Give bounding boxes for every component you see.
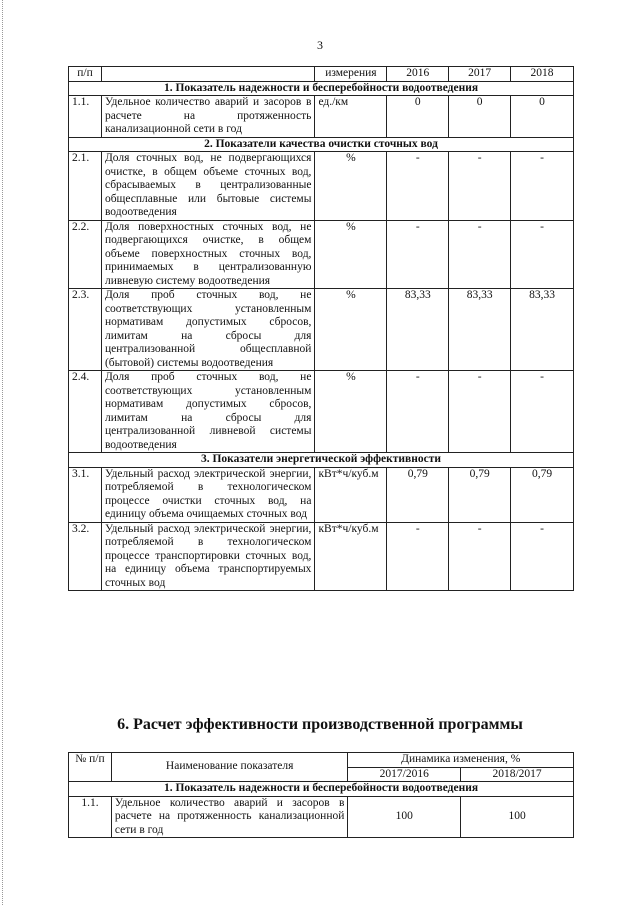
header-period-2: 2018/2017: [461, 767, 574, 782]
table-row: [69, 96, 574, 138]
row-name: Доля поверхностных сточных вод, не подвергающихся очистке, в общем объеме поверхностных сточных вод, принимаемых в централизованную ливневую систему водоотведения: [101, 220, 314, 289]
row-name: Удельное количество аварий и засоров в расчете на протяженность канализационной сети в год: [101, 96, 314, 138]
row-value-2017: -: [449, 522, 511, 591]
row-value-2016: -: [387, 220, 449, 289]
row-name: Удельный расход электрической энергии, потребляемой в технологическом процессе транспортировки сточных вод, на единицу объема транспортируемых сточных вод: [101, 522, 314, 591]
header-year-2016: 2016: [387, 67, 449, 82]
row-unit: %: [315, 289, 387, 371]
table-row: [69, 289, 574, 371]
row-num: 2.2.: [69, 220, 102, 289]
row-name: Удельное количество аварий и засоров в расчете на протяженность канализационной сети в год: [111, 796, 347, 838]
row-value-2016: 0,79: [387, 467, 449, 522]
header-num: п/п: [69, 67, 102, 82]
row-value-2018: 0,79: [511, 467, 574, 522]
row-name: Доля сточных вод, не подвергающихся очистке, в общем объеме сточных вод, сбрасываемых в централизованные общесплавные или бытовые системы водоотведения: [101, 152, 314, 221]
row-name: Доля проб сточных вод, не соответствующих установленным нормативам допустимых сбросов, лимитам на сбросы для централизованной ливневой системы водоотведения: [101, 371, 314, 453]
section-2-title: 2. Показатели качества очистки сточных вод: [69, 137, 574, 152]
header-unit: измерения: [315, 67, 387, 82]
row-value-2018: -: [511, 152, 574, 221]
row-num: 2.3.: [69, 289, 102, 371]
row-num: 1.1.: [69, 796, 112, 838]
row-num: 2.4.: [69, 371, 102, 453]
table-header-row: [69, 67, 574, 82]
header-year-2017: 2017: [449, 67, 511, 82]
section-row: [69, 81, 574, 96]
row-value-2016: 83,33: [387, 289, 449, 371]
row-value-2017: 83,33: [449, 289, 511, 371]
row-value-2016: -: [387, 152, 449, 221]
row-value-2018: -: [511, 522, 574, 591]
header-name: Наименование показателя: [111, 753, 347, 782]
row-value-2016: -: [387, 371, 449, 453]
row-value-2017: 0: [449, 96, 511, 138]
table-row: [69, 371, 574, 453]
row-num: 3.1.: [69, 467, 102, 522]
section-title: 6. Расчет эффективности производственной программы: [117, 716, 523, 733]
table-row: [69, 220, 574, 289]
row-value-2018: -: [511, 220, 574, 289]
row-value-2017: 0,79: [449, 467, 511, 522]
row-unit: %: [315, 152, 387, 221]
row-name: Доля проб сточных вод, не соответствующих установленным нормативам допустимых сбросов, лимитам на сбросы для централизованной общесплавной (бытовой) системы водоотведения: [101, 289, 314, 371]
section-row: [69, 782, 574, 797]
row-value-2017: -: [449, 152, 511, 221]
section-3-title: 3. Показатели энергетической эффективности: [69, 453, 574, 468]
row-unit: ед./км: [315, 96, 387, 138]
row-value-2017: -: [449, 220, 511, 289]
row-value-2018: 0: [511, 96, 574, 138]
header-dynamics: Динамика изменения, %: [348, 753, 574, 768]
row-value-2018: 83,33: [511, 289, 574, 371]
header-num: № п/п: [69, 753, 112, 782]
header-period-1: 2017/2016: [348, 767, 461, 782]
row-name: Удельный расход электрической энергии, потребляемой в технологическом процессе очистки сточных вод, на единицу объема очищаемых сточных вод: [101, 467, 314, 522]
table-row: [69, 152, 574, 221]
section-row: [69, 453, 574, 468]
row-unit: %: [315, 371, 387, 453]
row-value-1: 100: [348, 796, 461, 838]
header-name: [101, 67, 314, 82]
section-1-title: 1. Показатель надежности и бесперебойности водоотведения: [69, 81, 574, 96]
table-header-row: [69, 753, 574, 768]
row-value-2016: 0: [387, 96, 449, 138]
efficiency-table: [68, 752, 574, 838]
row-num: 1.1.: [69, 96, 102, 138]
header-year-2018: 2018: [511, 67, 574, 82]
table-row: [69, 522, 574, 591]
row-value-2: 100: [461, 796, 574, 838]
row-value-2018: -: [511, 371, 574, 453]
table-row: [69, 467, 574, 522]
section-1-title: 1. Показатель надежности и бесперебойности водоотведения: [69, 782, 574, 797]
section-row: [69, 137, 574, 152]
row-value-2017: -: [449, 371, 511, 453]
page-number: 3: [317, 38, 323, 52]
row-num: 3.2.: [69, 522, 102, 591]
row-unit: %: [315, 220, 387, 289]
row-unit: кВт*ч/куб.м: [315, 467, 387, 522]
indicators-table: [68, 66, 574, 591]
page-edge: [2, 0, 4, 905]
row-value-2016: -: [387, 522, 449, 591]
row-num: 2.1.: [69, 152, 102, 221]
row-unit: кВт*ч/куб.м: [315, 522, 387, 591]
table-row: [69, 796, 574, 838]
